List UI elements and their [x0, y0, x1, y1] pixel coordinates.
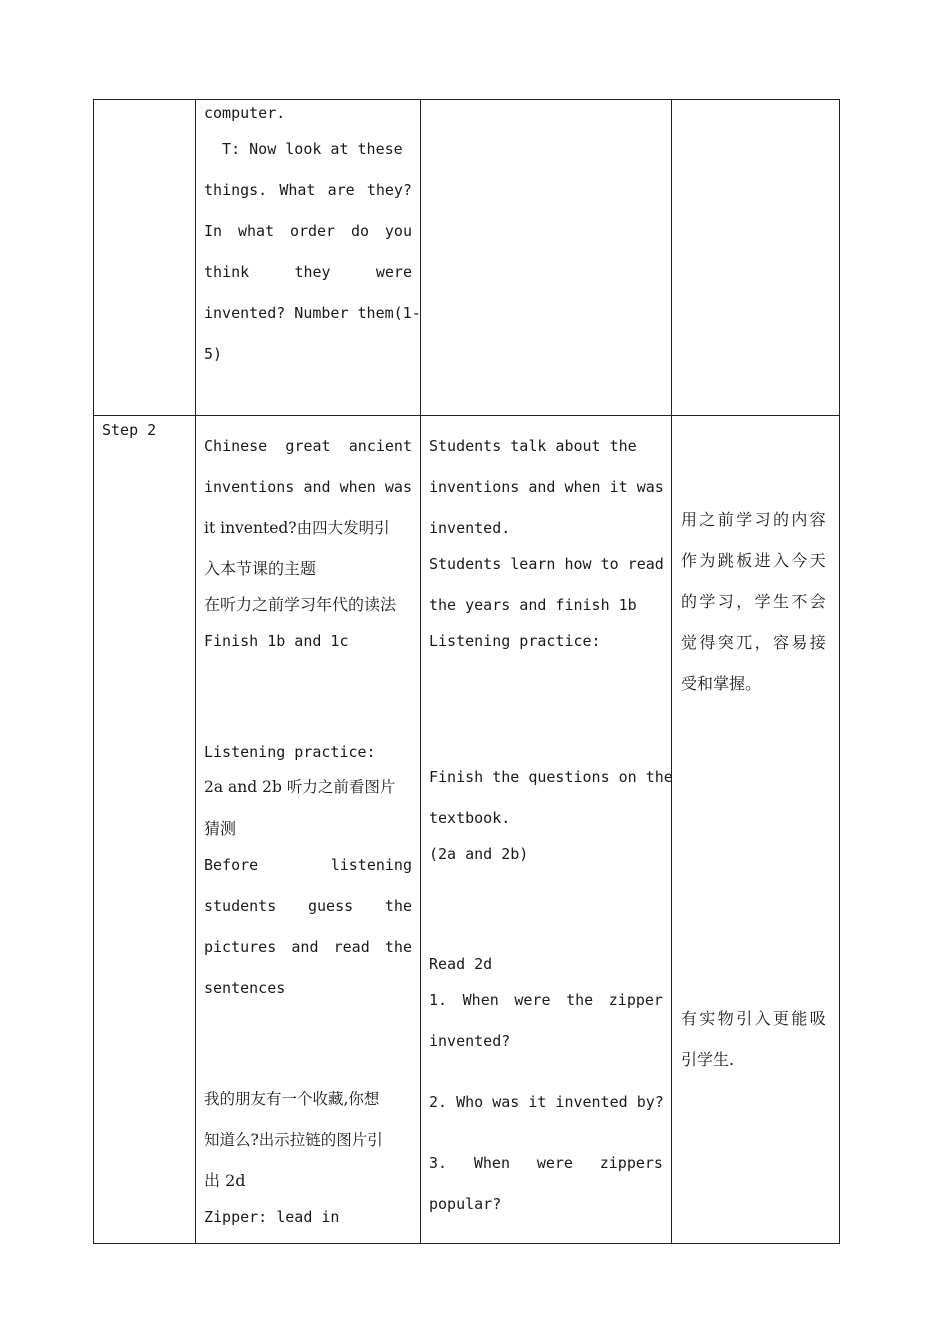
teacher-activity-text — [204, 856, 412, 874]
design-intent-text: 引学生. — [681, 1050, 735, 1069]
design-intent-text: 受和掌握。 — [681, 674, 762, 693]
teacher-activity-text: Zipper: lead in — [204, 1208, 340, 1226]
word: the — [566, 991, 594, 1009]
student-activity-text: invented? — [429, 1032, 511, 1050]
student-activity-text: Finish the questions on the — [429, 768, 673, 786]
table-top-border — [93, 99, 840, 100]
word: read — [333, 938, 370, 956]
student-activity-text: (2a and 2b) — [429, 845, 529, 863]
teacher-activity-text — [204, 478, 412, 496]
word: pictures — [204, 938, 277, 956]
teacher-activity-text: 出 2d — [204, 1171, 246, 1190]
student-activity-text: popular? — [429, 1195, 502, 1213]
student-activity-text: invented. — [429, 519, 511, 537]
column-divider-1 — [195, 99, 196, 1244]
design-intent-text: 作为跳板进入今天 — [681, 551, 829, 570]
word: think — [204, 263, 250, 281]
word: do — [350, 222, 370, 240]
teacher-activity-text: 我的朋友有一个收藏,你想 — [204, 1090, 380, 1108]
teacher-activity-text: 入本节课的主题 — [204, 559, 317, 578]
word: When — [473, 1154, 510, 1172]
word: When — [462, 991, 499, 1009]
teacher-activity-text — [204, 897, 412, 915]
design-intent-text: 的学习，学生不会 — [681, 592, 829, 611]
word: were — [375, 263, 412, 281]
teacher-activity-text: Finish 1b and 1c — [204, 632, 349, 650]
word: zipper — [608, 991, 663, 1009]
word: and — [291, 938, 319, 956]
word: was — [384, 478, 412, 496]
student-activity-text: Read 2d — [429, 955, 493, 973]
teacher-activity-text — [204, 938, 412, 956]
table-bottom-border — [93, 1243, 840, 1244]
teacher-activity-text: 知道么?出示拉链的图片引 — [204, 1131, 383, 1149]
column-divider-2 — [420, 99, 421, 1244]
word: were — [514, 991, 551, 1009]
student-activity-text: 2. Who was it invented by? — [429, 1093, 664, 1111]
word: 3. — [429, 1154, 448, 1172]
design-intent-text: 用之前学习的内容 — [681, 510, 829, 529]
teacher-activity-text: sentences — [204, 979, 286, 997]
word: they — [294, 263, 331, 281]
student-activity-text: the years and finish 1b — [429, 596, 637, 614]
word: What — [279, 181, 316, 199]
word: what — [237, 222, 275, 240]
teacher-activity-text: 2a and 2b 听力之前看图片 — [204, 778, 396, 796]
student-activity-text: Listening practice: — [429, 632, 601, 650]
row1-text: computer. — [204, 104, 286, 122]
student-activity-text: Students talk about the — [429, 437, 637, 455]
teacher-activity-text: Listening practice: — [204, 743, 376, 761]
student-activity-text: Students learn how to read — [429, 555, 664, 573]
word: guess — [308, 897, 354, 915]
word: and — [303, 478, 331, 496]
word: you — [384, 222, 412, 240]
row1-text — [204, 222, 412, 240]
word: inventions — [204, 478, 295, 496]
row-divider — [93, 415, 840, 416]
word: listening — [330, 856, 412, 874]
word: students — [204, 897, 277, 915]
student-activity-text — [429, 1154, 663, 1172]
word: In — [204, 222, 223, 240]
word: things. — [204, 181, 268, 199]
table-left-border — [93, 99, 94, 1244]
word: are — [327, 181, 355, 199]
column-divider-3 — [671, 99, 672, 1244]
word: ancient — [348, 437, 412, 455]
teacher-activity-text: 在听力之前学习年代的读法 — [204, 595, 397, 614]
student-activity-text: inventions and when it was — [429, 478, 664, 496]
word: Chinese — [204, 437, 268, 455]
teacher-activity-text: it invented?由四大发明引 — [204, 519, 390, 537]
teacher-activity-text — [204, 437, 412, 455]
design-intent-text: 觉得突兀，容易接 — [681, 633, 829, 652]
table-right-border — [839, 99, 840, 1244]
design-intent-text: 有实物引入更能吸 — [681, 1009, 829, 1028]
word: 1. — [429, 991, 448, 1009]
student-activity-text — [429, 991, 663, 1009]
word: zippers — [599, 1154, 663, 1172]
step-label: Step 2 — [102, 421, 157, 439]
teacher-activity-text: 猜测 — [204, 819, 237, 838]
word: order — [289, 222, 336, 240]
word: were — [536, 1154, 573, 1172]
student-activity-text: textbook. — [429, 809, 511, 827]
row1-text — [204, 181, 412, 199]
word: they? — [366, 181, 412, 199]
row1-text: invented? Number them(1- — [204, 304, 421, 322]
row1-text: 5) — [204, 345, 223, 363]
word: the — [384, 897, 412, 915]
word: the — [384, 938, 412, 956]
word: great — [285, 437, 331, 455]
row1-text: T: Now look at these — [204, 140, 403, 158]
row1-text — [204, 263, 412, 281]
word: when — [339, 478, 376, 496]
word: Before — [204, 856, 259, 874]
